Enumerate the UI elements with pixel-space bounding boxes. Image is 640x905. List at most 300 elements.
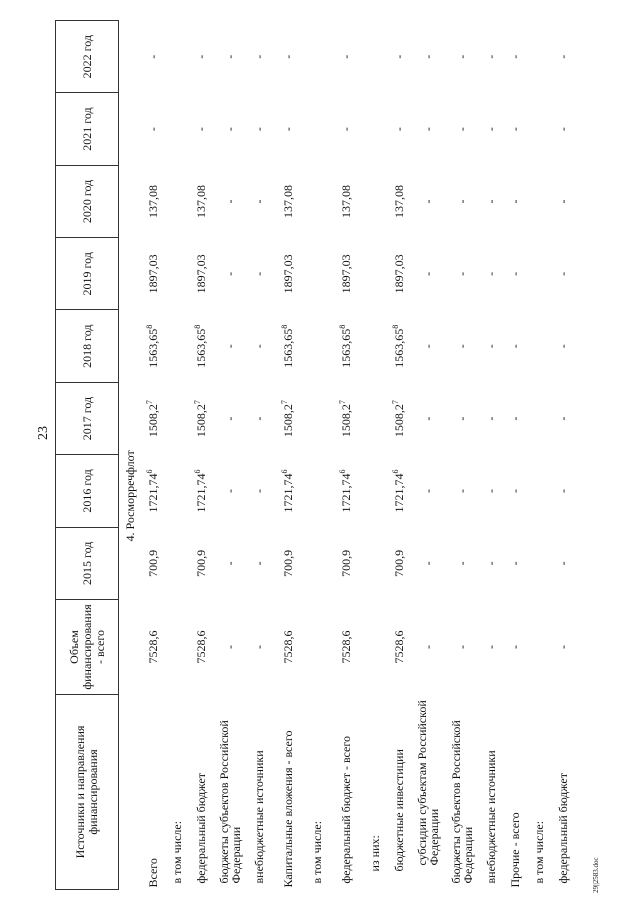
cell-value <box>165 165 189 237</box>
row-label: бюджеты субъектов Российской Федерации <box>217 720 243 884</box>
cell-number: - <box>455 271 469 276</box>
cell-value <box>551 93 575 165</box>
cell-value <box>445 310 479 382</box>
cell-value <box>329 600 363 695</box>
cell-number: - <box>252 344 266 349</box>
cell-number: - <box>508 645 522 649</box>
cell-value <box>445 93 479 165</box>
cell-number: - <box>223 127 237 132</box>
cell-number: - <box>339 54 353 59</box>
footnote-mark: 7 <box>338 400 347 405</box>
table-row <box>305 21 329 890</box>
cell-value <box>527 21 551 93</box>
cell-value <box>165 455 189 527</box>
cell-number: 1563,65 <box>194 328 208 368</box>
cell-number: 7528,6 <box>146 630 160 664</box>
cell-number: - <box>484 199 498 204</box>
cell-value <box>527 527 551 599</box>
cell-number: 137,08 <box>194 184 208 218</box>
cell-number: 1508,2 <box>339 404 353 438</box>
footnote-mark: 8 <box>338 324 347 329</box>
table-header-row <box>56 21 119 890</box>
cell-value <box>189 21 213 93</box>
cell-value <box>305 21 329 93</box>
cell-value <box>387 93 411 165</box>
cell-value <box>213 455 247 527</box>
cell-value <box>189 382 213 454</box>
table-row <box>247 21 271 890</box>
cell-number: 7528,6 <box>339 630 353 664</box>
cell-number: 1563,65 <box>281 328 295 368</box>
cell-value <box>445 165 479 237</box>
cell-value <box>479 382 503 454</box>
cell-value <box>271 527 305 599</box>
cell-number: 1897,03 <box>392 254 406 294</box>
cell-number: 1563,65 <box>392 328 406 368</box>
cell-value <box>305 165 329 237</box>
cell-number: - <box>252 271 266 276</box>
cell-number: - <box>223 271 237 276</box>
cell-value <box>479 527 503 599</box>
document-reference: 29||2583.doc <box>592 857 600 893</box>
cell-number: - <box>421 416 435 421</box>
cell-number: - <box>392 54 406 59</box>
section-row <box>119 21 142 890</box>
cell-value <box>165 93 189 165</box>
table-row <box>271 21 305 890</box>
cell-value <box>551 527 575 599</box>
cell-number: 700,9 <box>281 549 295 577</box>
cell-value <box>141 310 165 382</box>
cell-number: - <box>223 344 237 349</box>
cell-value <box>271 455 305 527</box>
cell-number: 1721,74 <box>194 473 208 513</box>
cell-value <box>189 455 213 527</box>
cell-number: - <box>484 561 498 566</box>
cell-value <box>329 21 363 93</box>
cell-value <box>387 21 411 93</box>
cell-number: - <box>484 271 498 276</box>
cell-value <box>271 238 305 310</box>
cell-value <box>247 527 271 599</box>
cell-value <box>189 600 213 695</box>
cell-value <box>503 93 527 165</box>
cell-value <box>213 527 247 599</box>
cell-value <box>141 455 165 527</box>
cell-value <box>247 165 271 237</box>
header-2015: 2015 год <box>56 527 119 599</box>
row-label: Капитальные вложения - всего <box>281 730 295 888</box>
footnote-mark: 6 <box>280 469 289 474</box>
row-label: в том числе: <box>170 820 184 884</box>
cell-value <box>305 600 329 695</box>
cell-value <box>551 238 575 310</box>
cell-value <box>387 165 411 237</box>
cell-value <box>527 165 551 237</box>
footnote-mark: 6 <box>193 469 202 474</box>
row-label: бюджеты субъектов Российской Федерации <box>449 720 475 884</box>
cell-value <box>387 455 411 527</box>
financing-table <box>55 20 575 890</box>
cell-number: - <box>146 127 160 132</box>
cell-number: - <box>223 54 237 59</box>
cell-value <box>305 310 329 382</box>
cell-value <box>165 600 189 695</box>
cell-value <box>503 527 527 599</box>
cell-number: 137,08 <box>281 184 295 218</box>
cell-value <box>271 21 305 93</box>
cell-number: - <box>556 344 570 349</box>
cell-number: - <box>223 416 237 421</box>
cell-value <box>479 93 503 165</box>
cell-value <box>305 382 329 454</box>
table-row <box>445 21 479 890</box>
cell-number: 1721,74 <box>146 473 160 513</box>
cell-number: - <box>508 271 522 276</box>
header-2020: 2020 год <box>56 165 119 237</box>
cell-value <box>445 527 479 599</box>
cell-number: 1508,2 <box>194 404 208 438</box>
header-2017: 2017 год <box>56 382 119 454</box>
row-label: Прочие - всего <box>508 812 522 888</box>
cell-value <box>213 93 247 165</box>
cell-value <box>363 93 387 165</box>
cell-number: - <box>508 199 522 204</box>
cell-value <box>503 238 527 310</box>
cell-number: - <box>455 561 469 566</box>
cell-number: 700,9 <box>339 549 353 577</box>
cell-value <box>165 527 189 599</box>
header-2022: 2022 год <box>56 21 119 93</box>
cell-number: - <box>421 271 435 276</box>
cell-value <box>141 527 165 599</box>
cell-number: - <box>252 561 266 566</box>
cell-value <box>527 310 551 382</box>
cell-value <box>527 382 551 454</box>
cell-value <box>551 310 575 382</box>
cell-value <box>411 310 445 382</box>
table-row <box>329 21 363 890</box>
cell-value <box>305 527 329 599</box>
cell-value <box>247 600 271 695</box>
row-label: бюджетные инвестиции <box>392 749 406 872</box>
cell-number: - <box>508 344 522 349</box>
table-row <box>527 21 551 890</box>
cell-number: - <box>421 344 435 349</box>
cell-value <box>479 238 503 310</box>
cell-value <box>329 165 363 237</box>
cell-number: - <box>508 127 522 132</box>
cell-number: - <box>421 127 435 132</box>
table-row <box>503 21 527 890</box>
cell-value <box>213 600 247 695</box>
table-row <box>165 21 189 890</box>
cell-value <box>213 21 247 93</box>
row-label: федеральный бюджет - всего <box>339 736 353 884</box>
header-2016: 2016 год <box>56 455 119 527</box>
cell-value <box>141 165 165 237</box>
cell-number: - <box>556 127 570 132</box>
cell-number: - <box>455 416 469 421</box>
cell-value <box>551 21 575 93</box>
footnote-mark: 7 <box>193 400 202 405</box>
cell-number: - <box>484 416 498 421</box>
cell-value <box>165 382 189 454</box>
cell-value <box>411 93 445 165</box>
cell-number: - <box>421 199 435 204</box>
header-2018: 2018 год <box>56 310 119 382</box>
row-label: федеральный бюджет <box>194 773 208 884</box>
cell-value <box>411 455 445 527</box>
cell-value <box>189 527 213 599</box>
cell-value <box>445 21 479 93</box>
cell-value <box>363 310 387 382</box>
table-row <box>141 21 165 890</box>
table-row <box>387 21 411 890</box>
cell-value <box>141 93 165 165</box>
cell-value <box>527 600 551 695</box>
cell-number: - <box>508 561 522 566</box>
cell-value <box>363 455 387 527</box>
row-label: из них: <box>368 835 382 872</box>
cell-value <box>247 382 271 454</box>
cell-value <box>329 455 363 527</box>
cell-value <box>213 310 247 382</box>
cell-value <box>363 600 387 695</box>
footnote-mark: 8 <box>145 324 154 329</box>
cell-value <box>247 238 271 310</box>
cell-value <box>503 455 527 527</box>
cell-number: - <box>455 199 469 204</box>
cell-number: - <box>421 645 435 649</box>
cell-number: - <box>392 127 406 132</box>
header-total-volume: Объем финансирования - всего <box>56 600 119 695</box>
cell-value <box>141 21 165 93</box>
table-row <box>213 21 247 890</box>
cell-value <box>363 165 387 237</box>
cell-number: 1897,03 <box>339 254 353 294</box>
cell-value <box>387 600 411 695</box>
table-row <box>363 21 387 890</box>
cell-number: - <box>194 127 208 132</box>
cell-number: - <box>281 127 295 132</box>
cell-value <box>247 455 271 527</box>
cell-number: - <box>484 127 498 132</box>
cell-number: 1897,03 <box>194 254 208 294</box>
cell-value <box>363 382 387 454</box>
cell-value <box>247 21 271 93</box>
cell-value <box>503 21 527 93</box>
cell-number: - <box>508 416 522 421</box>
cell-value <box>189 238 213 310</box>
cell-value <box>387 527 411 599</box>
cell-value <box>213 238 247 310</box>
cell-value <box>141 238 165 310</box>
footnote-mark: 6 <box>145 469 154 474</box>
cell-number: 700,9 <box>194 549 208 577</box>
cell-number: - <box>556 54 570 59</box>
cell-value <box>527 455 551 527</box>
cell-value <box>503 382 527 454</box>
row-label: федеральный бюджет <box>556 773 570 884</box>
cell-number: - <box>223 488 237 493</box>
footnote-mark: 8 <box>193 324 202 329</box>
cell-value <box>479 455 503 527</box>
cell-number: 1721,74 <box>281 473 295 513</box>
cell-number: - <box>223 561 237 566</box>
cell-number: - <box>252 127 266 132</box>
footnote-mark: 8 <box>280 324 289 329</box>
row-label: внебюджетные источники <box>252 750 266 884</box>
cell-value <box>551 382 575 454</box>
cell-value <box>213 165 247 237</box>
cell-number: - <box>484 54 498 59</box>
cell-value <box>271 165 305 237</box>
cell-number: - <box>146 54 160 59</box>
cell-value <box>329 93 363 165</box>
cell-value <box>479 21 503 93</box>
cell-value <box>411 382 445 454</box>
cell-value <box>363 21 387 93</box>
cell-number: - <box>455 54 469 59</box>
cell-number: 1721,74 <box>392 473 406 513</box>
cell-value <box>479 165 503 237</box>
footnote-mark: 7 <box>280 400 289 405</box>
cell-value <box>503 165 527 237</box>
cell-number: - <box>421 488 435 493</box>
cell-value <box>247 310 271 382</box>
cell-value <box>213 382 247 454</box>
table-row <box>479 21 503 890</box>
footnote-mark: 7 <box>145 400 154 405</box>
cell-value <box>329 527 363 599</box>
cell-value <box>329 310 363 382</box>
cell-number: - <box>252 199 266 204</box>
cell-number: - <box>223 199 237 204</box>
cell-number: - <box>556 416 570 421</box>
cell-number: - <box>556 271 570 276</box>
table-row <box>189 21 213 890</box>
cell-number: 1897,03 <box>281 254 295 294</box>
cell-value <box>445 455 479 527</box>
cell-value <box>445 600 479 695</box>
cell-number: - <box>484 344 498 349</box>
cell-value <box>305 455 329 527</box>
cell-value <box>479 600 503 695</box>
cell-number: 7528,6 <box>392 630 406 664</box>
cell-number: - <box>455 344 469 349</box>
cell-number: - <box>223 645 237 649</box>
cell-value <box>271 310 305 382</box>
cell-value <box>445 382 479 454</box>
cell-value <box>189 310 213 382</box>
header-2021: 2021 год <box>56 93 119 165</box>
cell-number: 7528,6 <box>281 630 295 664</box>
cell-number: - <box>556 561 570 566</box>
footnote-mark: 8 <box>391 324 400 329</box>
cell-number: - <box>508 488 522 493</box>
cell-value <box>387 382 411 454</box>
cell-value <box>527 93 551 165</box>
cell-value <box>189 93 213 165</box>
footnote-mark: 6 <box>338 469 347 474</box>
cell-value <box>411 600 445 695</box>
cell-number: - <box>484 488 498 493</box>
page-number: 23 <box>36 426 51 440</box>
financing-table-container <box>55 20 580 890</box>
cell-value <box>271 382 305 454</box>
cell-number: - <box>484 645 498 649</box>
cell-value <box>445 238 479 310</box>
cell-value <box>411 165 445 237</box>
cell-value <box>165 21 189 93</box>
cell-number: 1563,65 <box>339 328 353 368</box>
row-label: субсидии субъектам Российской Федерации <box>415 700 441 866</box>
cell-value <box>387 238 411 310</box>
cell-value <box>165 238 189 310</box>
cell-number: - <box>252 54 266 59</box>
cell-number: 700,9 <box>392 549 406 577</box>
table-row <box>411 21 445 890</box>
cell-value <box>411 238 445 310</box>
section-title: 4. Росморречфлот <box>123 450 137 542</box>
cell-number: 7528,6 <box>194 630 208 664</box>
cell-number: 1508,2 <box>281 404 295 438</box>
cell-number: - <box>556 488 570 493</box>
cell-value <box>271 600 305 695</box>
cell-value <box>363 527 387 599</box>
cell-value <box>479 310 503 382</box>
cell-number: - <box>421 54 435 59</box>
row-label: Всего <box>146 858 160 888</box>
cell-value <box>329 382 363 454</box>
cell-value <box>141 600 165 695</box>
cell-number: - <box>194 54 208 59</box>
cell-value <box>551 455 575 527</box>
cell-number: - <box>281 54 295 59</box>
cell-value <box>527 238 551 310</box>
header-2019: 2019 год <box>56 238 119 310</box>
cell-value <box>551 600 575 695</box>
row-label: внебюджетные источники <box>484 750 498 884</box>
cell-number: 137,08 <box>392 184 406 218</box>
cell-value <box>411 21 445 93</box>
cell-number: - <box>252 488 266 493</box>
cell-value <box>411 527 445 599</box>
table-row <box>551 21 575 890</box>
footnote-mark: 6 <box>391 469 400 474</box>
cell-number: - <box>252 416 266 421</box>
cell-number: - <box>421 561 435 566</box>
cell-number: - <box>508 54 522 59</box>
cell-value <box>305 93 329 165</box>
cell-value <box>503 310 527 382</box>
cell-number: - <box>455 488 469 493</box>
row-label: в том числе: <box>310 820 324 884</box>
cell-value <box>305 238 329 310</box>
footnote-mark: 7 <box>391 400 400 405</box>
cell-value <box>363 238 387 310</box>
cell-number: 1897,03 <box>146 254 160 294</box>
cell-number: - <box>556 645 570 649</box>
cell-value <box>271 93 305 165</box>
cell-value <box>141 382 165 454</box>
cell-value <box>387 310 411 382</box>
cell-value <box>247 93 271 165</box>
cell-number: 137,08 <box>339 184 353 218</box>
cell-number: - <box>455 127 469 132</box>
cell-value <box>329 238 363 310</box>
